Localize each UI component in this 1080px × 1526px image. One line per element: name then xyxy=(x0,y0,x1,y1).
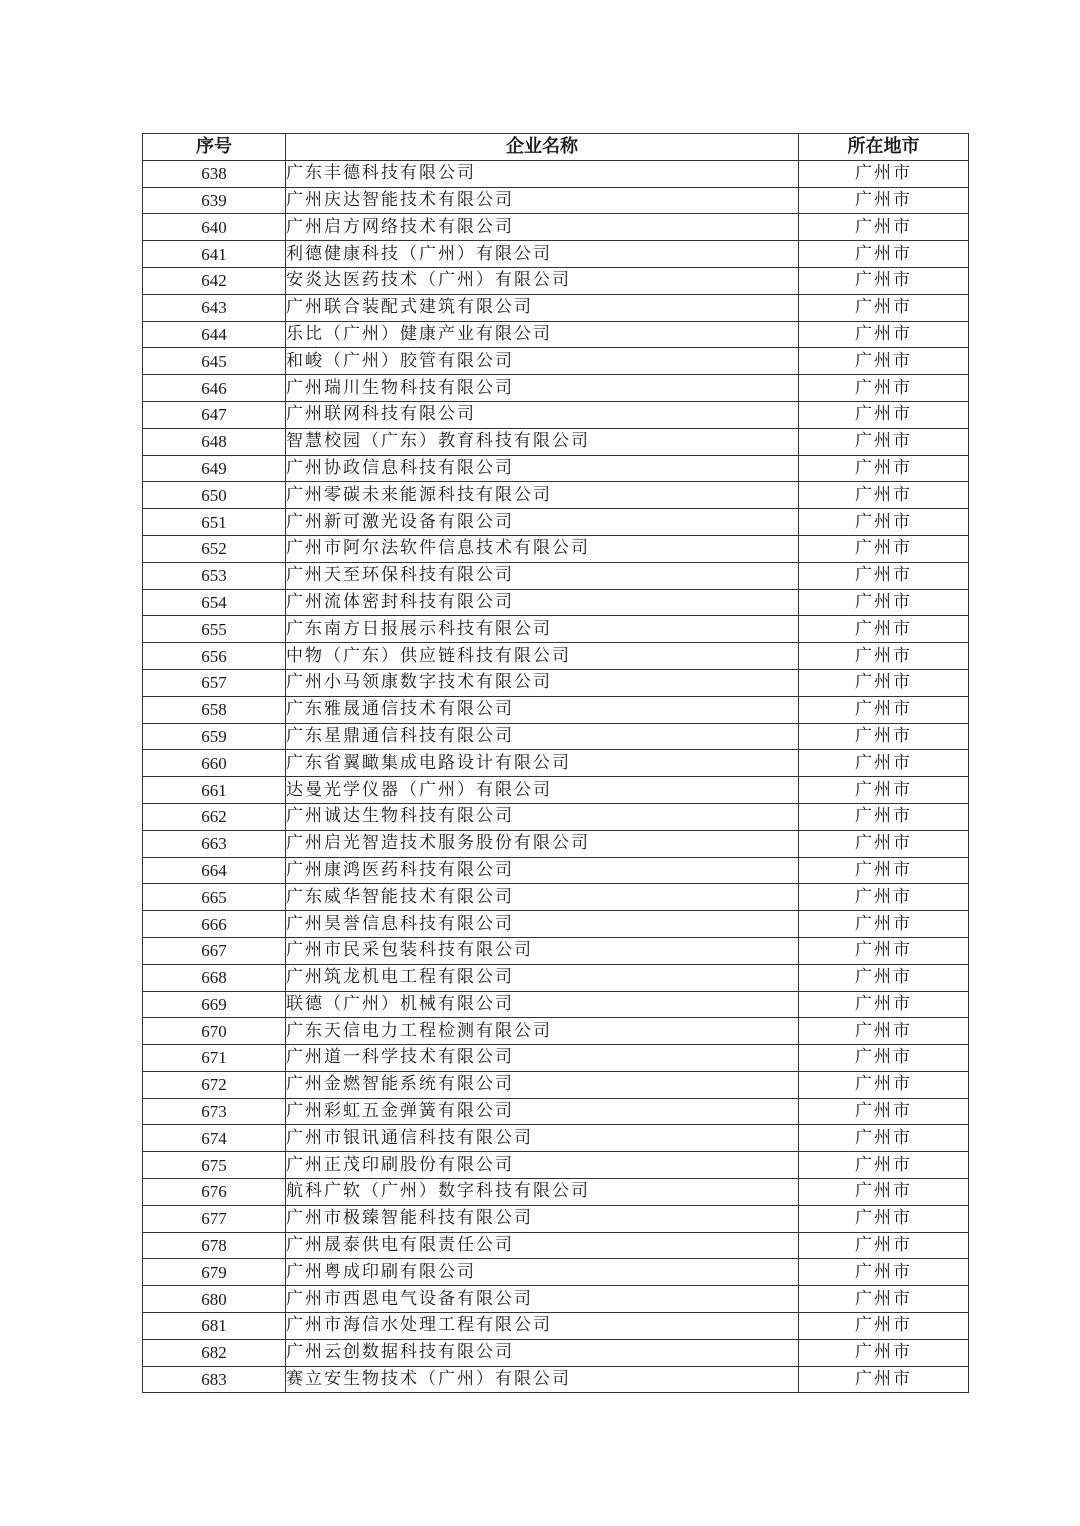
row-name-cell: 广州市银讯通信科技有限公司 xyxy=(286,1125,799,1152)
row-city-cell: 广州市 xyxy=(799,937,969,964)
row-name-cell: 广州启光智造技术服务股份有限公司 xyxy=(286,830,799,857)
row-seq-cell: 645 xyxy=(143,348,286,375)
row-name-cell: 和峻（广州）胶管有限公司 xyxy=(286,348,799,375)
row-city-cell: 广州市 xyxy=(799,1339,969,1366)
table-row xyxy=(143,937,969,964)
row-seq-cell: 657 xyxy=(143,669,286,696)
table-row xyxy=(143,616,969,643)
row-name-cell: 广州彩虹五金弹簧有限公司 xyxy=(286,1098,799,1125)
row-city-cell: 广州市 xyxy=(799,1366,969,1393)
row-seq-cell: 643 xyxy=(143,294,286,321)
table-row xyxy=(143,1339,969,1366)
row-seq-cell: 670 xyxy=(143,1018,286,1045)
row-seq-cell: 678 xyxy=(143,1232,286,1259)
row-seq-cell: 653 xyxy=(143,562,286,589)
row-name-cell: 广东省翼瞰集成电路设计有限公司 xyxy=(286,750,799,777)
row-city-cell: 广州市 xyxy=(799,375,969,402)
row-name-cell: 乐比（广州）健康产业有限公司 xyxy=(286,321,799,348)
table-row xyxy=(143,1205,969,1232)
table-row xyxy=(143,482,969,509)
row-seq-cell: 662 xyxy=(143,803,286,830)
table-row xyxy=(143,777,969,804)
row-name-cell: 广州天至环保科技有限公司 xyxy=(286,562,799,589)
table-header xyxy=(143,134,969,161)
enterprise-table xyxy=(142,133,969,1393)
row-seq-cell: 664 xyxy=(143,857,286,884)
row-seq-cell: 639 xyxy=(143,187,286,214)
table-row xyxy=(143,643,969,670)
row-city-cell: 广州市 xyxy=(799,1098,969,1125)
row-seq-cell: 647 xyxy=(143,401,286,428)
row-name-cell: 广州联网科技有限公司 xyxy=(286,401,799,428)
row-seq-cell: 673 xyxy=(143,1098,286,1125)
table-row xyxy=(143,241,969,268)
row-city-cell: 广州市 xyxy=(799,884,969,911)
row-seq-cell: 646 xyxy=(143,375,286,402)
row-seq-cell: 680 xyxy=(143,1286,286,1313)
row-name-cell: 广州道一科学技术有限公司 xyxy=(286,1045,799,1072)
row-city-cell: 广州市 xyxy=(799,1205,969,1232)
row-seq-cell: 679 xyxy=(143,1259,286,1286)
row-name-cell: 赛立安生物技术（广州）有限公司 xyxy=(286,1366,799,1393)
row-name-cell: 广州小马领康数字技术有限公司 xyxy=(286,669,799,696)
row-city-cell: 广州市 xyxy=(799,187,969,214)
table-row xyxy=(143,830,969,857)
row-seq-cell: 675 xyxy=(143,1152,286,1179)
row-seq-cell: 644 xyxy=(143,321,286,348)
table-row xyxy=(143,1045,969,1072)
row-city-cell: 广州市 xyxy=(799,401,969,428)
table-row xyxy=(143,562,969,589)
row-name-cell: 广州协政信息科技有限公司 xyxy=(286,455,799,482)
table-row xyxy=(143,267,969,294)
row-name-cell: 广州联合装配式建筑有限公司 xyxy=(286,294,799,321)
table-row xyxy=(143,214,969,241)
row-city-cell: 广州市 xyxy=(799,750,969,777)
row-seq-cell: 676 xyxy=(143,1179,286,1206)
row-city-cell: 广州市 xyxy=(799,589,969,616)
row-name-cell: 广州康鸿医药科技有限公司 xyxy=(286,857,799,884)
row-city-cell: 广州市 xyxy=(799,535,969,562)
row-seq-cell: 672 xyxy=(143,1071,286,1098)
row-city-cell: 广州市 xyxy=(799,991,969,1018)
table-row xyxy=(143,294,969,321)
row-seq-cell: 648 xyxy=(143,428,286,455)
row-name-cell: 广州粤成印刷有限公司 xyxy=(286,1259,799,1286)
row-name-cell: 利德健康科技（广州）有限公司 xyxy=(286,241,799,268)
table-row xyxy=(143,723,969,750)
table-row xyxy=(143,1179,969,1206)
row-seq-cell: 659 xyxy=(143,723,286,750)
row-seq-cell: 640 xyxy=(143,214,286,241)
row-name-cell: 广州零碳未来能源科技有限公司 xyxy=(286,482,799,509)
row-city-cell: 广州市 xyxy=(799,803,969,830)
row-city-cell: 广州市 xyxy=(799,1071,969,1098)
table-row xyxy=(143,750,969,777)
row-city-cell: 广州市 xyxy=(799,321,969,348)
row-seq-cell: 665 xyxy=(143,884,286,911)
row-name-cell: 航科广软（广州）数字科技有限公司 xyxy=(286,1179,799,1206)
row-name-cell: 安炎达医药技术（广州）有限公司 xyxy=(286,267,799,294)
row-city-cell: 广州市 xyxy=(799,616,969,643)
table-row xyxy=(143,509,969,536)
row-seq-cell: 660 xyxy=(143,750,286,777)
row-seq-cell: 669 xyxy=(143,991,286,1018)
table-row xyxy=(143,857,969,884)
row-name-cell: 广州晟泰供电有限责任公司 xyxy=(286,1232,799,1259)
table-row xyxy=(143,964,969,991)
row-name-cell: 广州流体密封科技有限公司 xyxy=(286,589,799,616)
row-city-cell: 广州市 xyxy=(799,911,969,938)
row-city-cell: 广州市 xyxy=(799,643,969,670)
row-city-cell: 广州市 xyxy=(799,482,969,509)
table-row xyxy=(143,1286,969,1313)
row-seq-cell: 654 xyxy=(143,589,286,616)
row-city-cell: 广州市 xyxy=(799,669,969,696)
row-name-cell: 联德（广州）机械有限公司 xyxy=(286,991,799,1018)
row-city-cell: 广州市 xyxy=(799,160,969,187)
row-name-cell: 广州市极臻智能科技有限公司 xyxy=(286,1205,799,1232)
row-name-cell: 中物（广东）供应链科技有限公司 xyxy=(286,643,799,670)
table-row xyxy=(143,1018,969,1045)
table-row xyxy=(143,401,969,428)
table-row xyxy=(143,884,969,911)
row-city-cell: 广州市 xyxy=(799,723,969,750)
row-city-cell: 广州市 xyxy=(799,1152,969,1179)
row-city-cell: 广州市 xyxy=(799,1232,969,1259)
row-city-cell: 广州市 xyxy=(799,267,969,294)
table-row xyxy=(143,1232,969,1259)
row-city-cell: 广州市 xyxy=(799,1286,969,1313)
row-seq-cell: 651 xyxy=(143,509,286,536)
row-city-cell: 广州市 xyxy=(799,1259,969,1286)
row-seq-cell: 652 xyxy=(143,535,286,562)
row-city-cell: 广州市 xyxy=(799,455,969,482)
row-name-cell: 广东南方日报展示科技有限公司 xyxy=(286,616,799,643)
row-city-cell: 广州市 xyxy=(799,964,969,991)
table-row xyxy=(143,455,969,482)
table-row xyxy=(143,1152,969,1179)
row-seq-cell: 656 xyxy=(143,643,286,670)
row-city-cell: 广州市 xyxy=(799,428,969,455)
row-city-cell: 广州市 xyxy=(799,562,969,589)
table-row xyxy=(143,696,969,723)
row-seq-cell: 641 xyxy=(143,241,286,268)
row-name-cell: 广州启方网络技术有限公司 xyxy=(286,214,799,241)
row-name-cell: 广东天信电力工程检测有限公司 xyxy=(286,1018,799,1045)
row-name-cell: 广州云创数据科技有限公司 xyxy=(286,1339,799,1366)
row-city-cell: 广州市 xyxy=(799,857,969,884)
row-seq-cell: 661 xyxy=(143,777,286,804)
row-name-cell: 广州诚达生物科技有限公司 xyxy=(286,803,799,830)
row-city-cell: 广州市 xyxy=(799,241,969,268)
table-body xyxy=(143,160,969,1393)
header-name: 企业名称 xyxy=(286,134,799,161)
row-seq-cell: 683 xyxy=(143,1366,286,1393)
row-name-cell: 广东雅晟通信技术有限公司 xyxy=(286,696,799,723)
row-name-cell: 广州市阿尔法软件信息技术有限公司 xyxy=(286,535,799,562)
row-name-cell: 广州市海信水处理工程有限公司 xyxy=(286,1313,799,1340)
row-city-cell: 广州市 xyxy=(799,777,969,804)
row-seq-cell: 663 xyxy=(143,830,286,857)
row-seq-cell: 650 xyxy=(143,482,286,509)
table-row xyxy=(143,428,969,455)
row-name-cell: 广州市西恩电气设备有限公司 xyxy=(286,1286,799,1313)
row-seq-cell: 681 xyxy=(143,1313,286,1340)
row-name-cell: 广州正茂印刷股份有限公司 xyxy=(286,1152,799,1179)
row-name-cell: 广州筑龙机电工程有限公司 xyxy=(286,964,799,991)
row-city-cell: 广州市 xyxy=(799,1125,969,1152)
table-row xyxy=(143,669,969,696)
row-seq-cell: 638 xyxy=(143,160,286,187)
table-row xyxy=(143,1125,969,1152)
row-city-cell: 广州市 xyxy=(799,214,969,241)
header-seq: 序号 xyxy=(143,134,286,161)
row-name-cell: 广东威华智能技术有限公司 xyxy=(286,884,799,911)
table-row xyxy=(143,1071,969,1098)
row-name-cell: 广州新可激光设备有限公司 xyxy=(286,509,799,536)
row-seq-cell: 667 xyxy=(143,937,286,964)
row-seq-cell: 668 xyxy=(143,964,286,991)
table-row xyxy=(143,1098,969,1125)
row-name-cell: 广州庆达智能技术有限公司 xyxy=(286,187,799,214)
row-seq-cell: 658 xyxy=(143,696,286,723)
row-name-cell: 达曼光学仪器（广州）有限公司 xyxy=(286,777,799,804)
row-name-cell: 广州瑞川生物科技有限公司 xyxy=(286,375,799,402)
table-row xyxy=(143,187,969,214)
row-name-cell: 智慧校园（广东）教育科技有限公司 xyxy=(286,428,799,455)
table-row xyxy=(143,1366,969,1393)
row-name-cell: 广州金燃智能系统有限公司 xyxy=(286,1071,799,1098)
row-seq-cell: 671 xyxy=(143,1045,286,1072)
row-name-cell: 广州昊誉信息科技有限公司 xyxy=(286,911,799,938)
row-seq-cell: 655 xyxy=(143,616,286,643)
table-row xyxy=(143,375,969,402)
row-seq-cell: 642 xyxy=(143,267,286,294)
row-city-cell: 广州市 xyxy=(799,348,969,375)
row-city-cell: 广州市 xyxy=(799,830,969,857)
row-seq-cell: 649 xyxy=(143,455,286,482)
table-row xyxy=(143,1259,969,1286)
table-row xyxy=(143,160,969,187)
table-row xyxy=(143,1313,969,1340)
table-row xyxy=(143,911,969,938)
table-row xyxy=(143,803,969,830)
table-row xyxy=(143,321,969,348)
header-row xyxy=(143,134,969,161)
table-row xyxy=(143,991,969,1018)
row-name-cell: 广东丰德科技有限公司 xyxy=(286,160,799,187)
table-row xyxy=(143,348,969,375)
row-seq-cell: 682 xyxy=(143,1339,286,1366)
row-city-cell: 广州市 xyxy=(799,696,969,723)
row-seq-cell: 677 xyxy=(143,1205,286,1232)
table-row xyxy=(143,535,969,562)
row-city-cell: 广州市 xyxy=(799,294,969,321)
row-name-cell: 广东星鼎通信科技有限公司 xyxy=(286,723,799,750)
row-city-cell: 广州市 xyxy=(799,1045,969,1072)
row-city-cell: 广州市 xyxy=(799,1313,969,1340)
header-city: 所在地市 xyxy=(799,134,969,161)
row-name-cell: 广州市民采包装科技有限公司 xyxy=(286,937,799,964)
row-city-cell: 广州市 xyxy=(799,509,969,536)
row-seq-cell: 674 xyxy=(143,1125,286,1152)
table-row xyxy=(143,589,969,616)
row-city-cell: 广州市 xyxy=(799,1179,969,1206)
row-seq-cell: 666 xyxy=(143,911,286,938)
row-city-cell: 广州市 xyxy=(799,1018,969,1045)
